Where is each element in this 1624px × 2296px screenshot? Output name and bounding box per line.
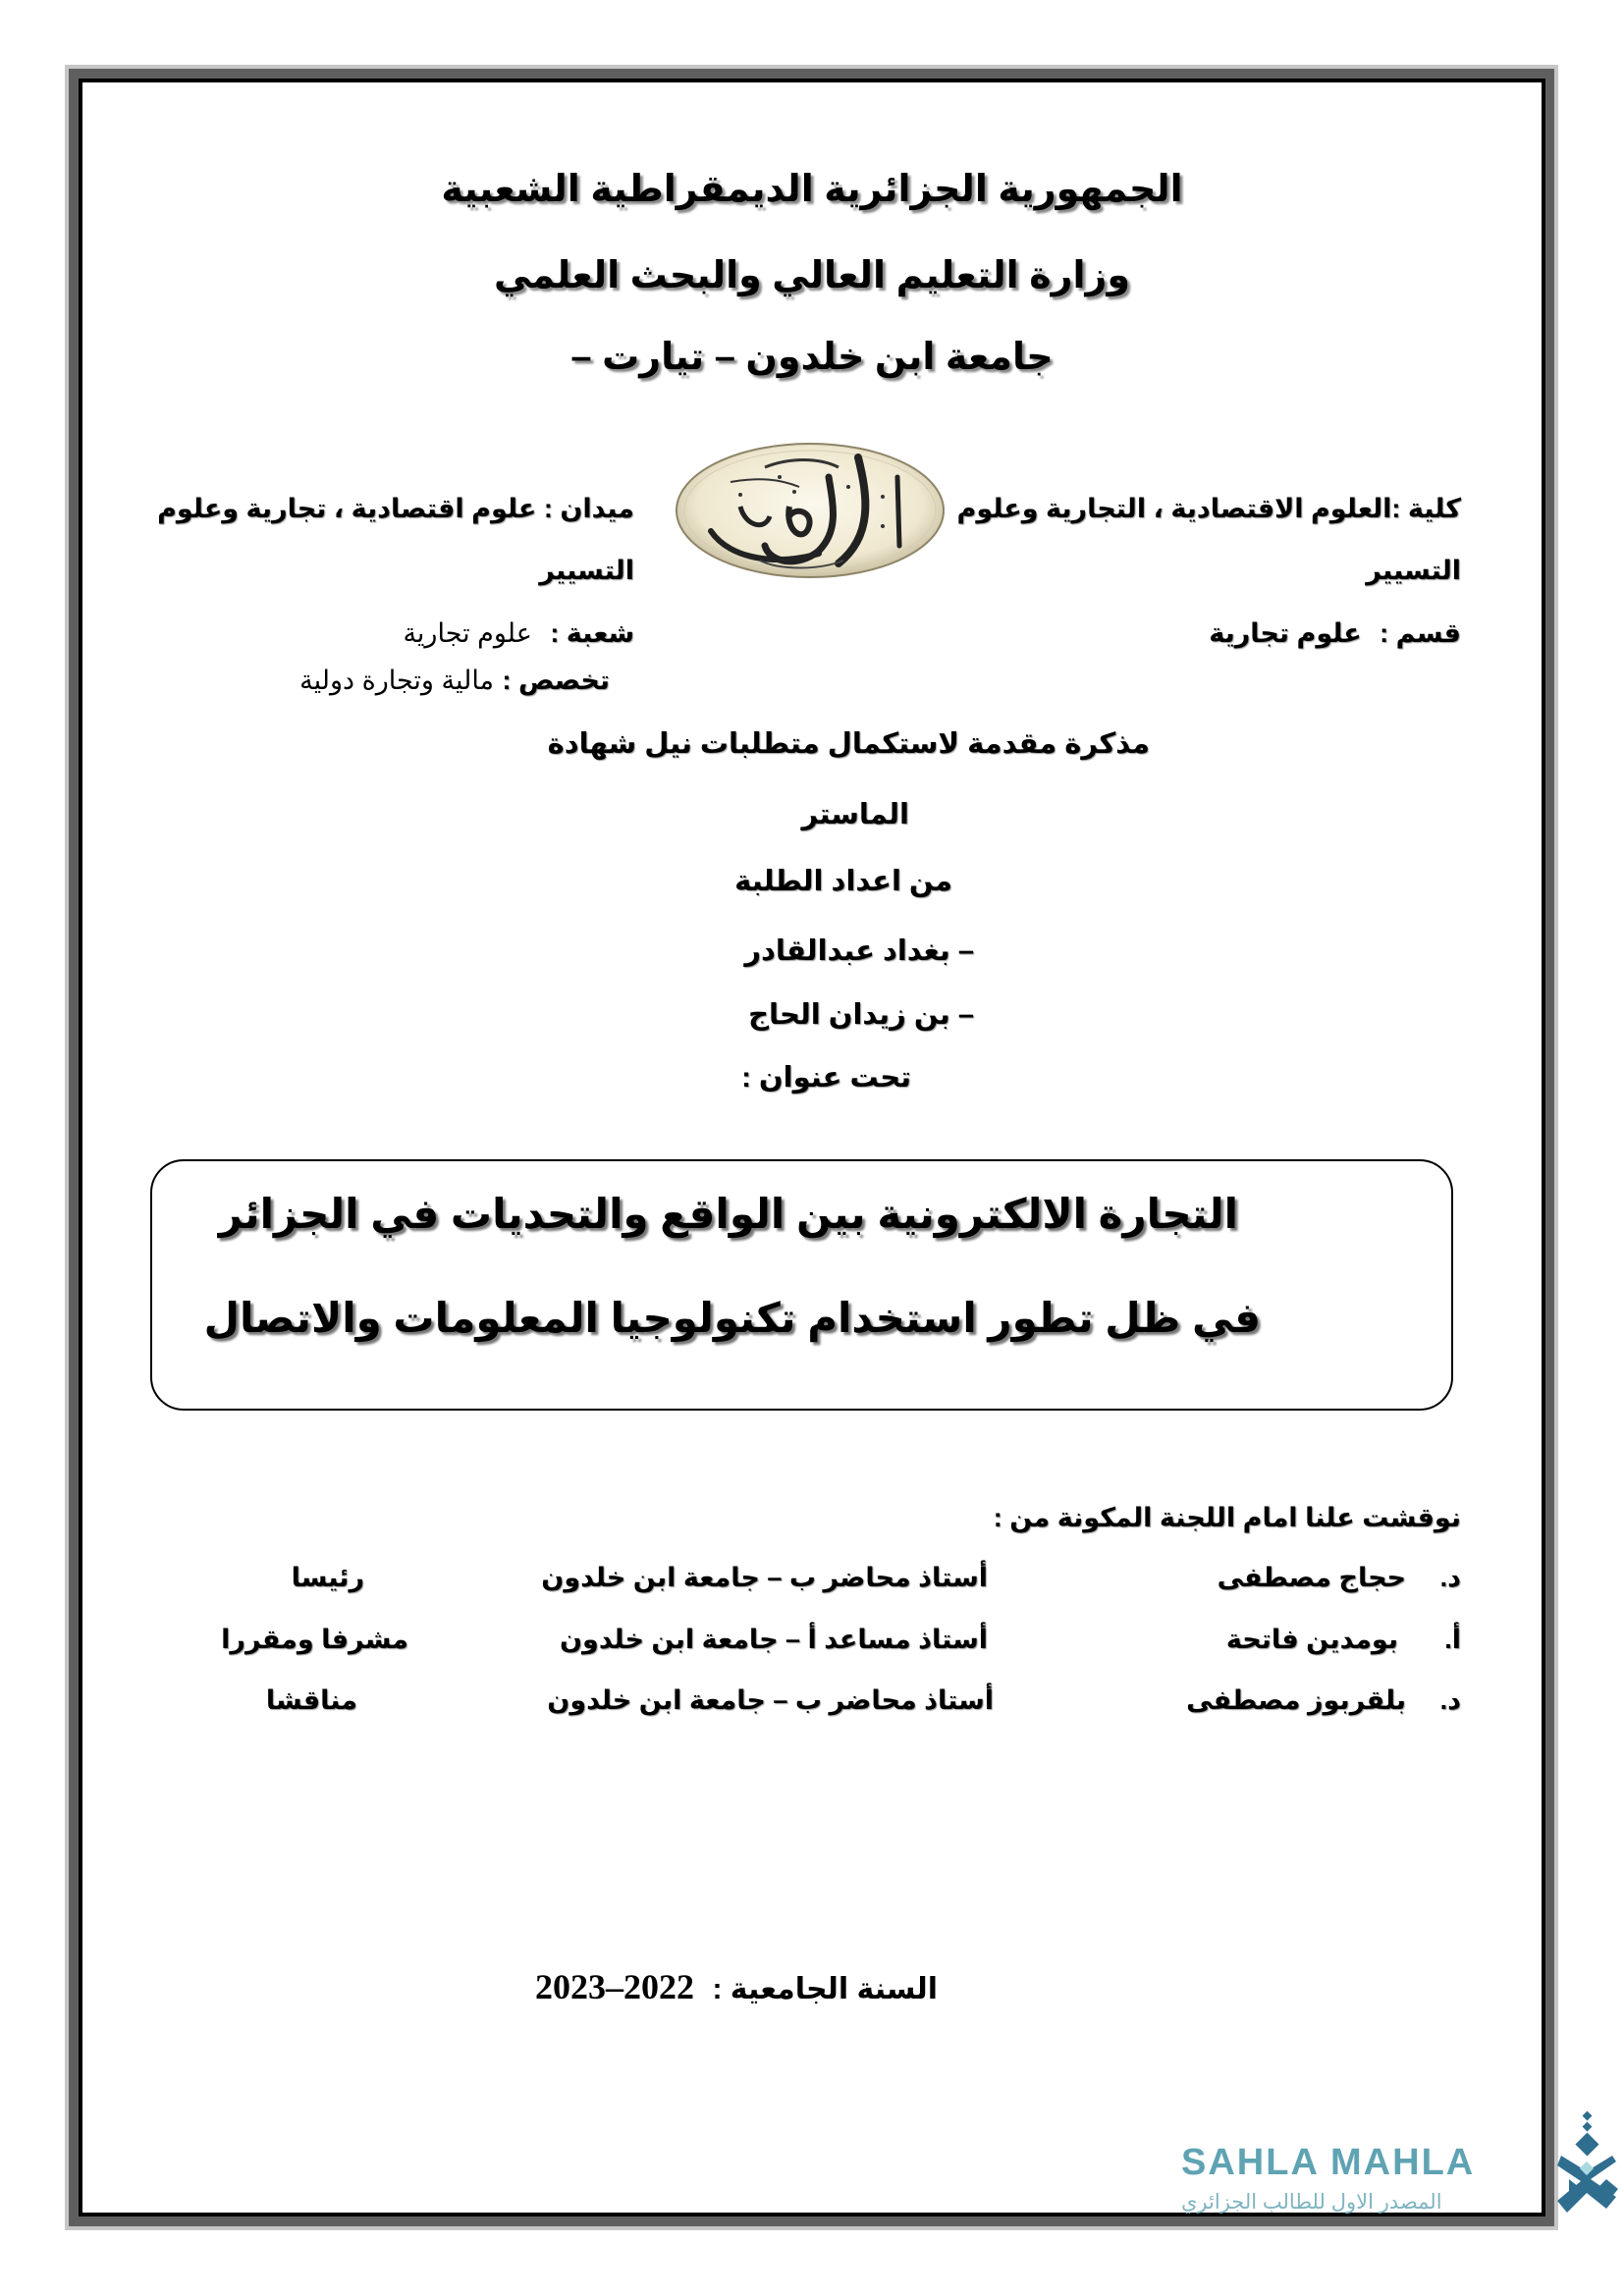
country-heading: الجمهورية الجزائرية الديمقراطية الشعبية: [441, 169, 1183, 210]
academic-year-label: السنة الجامعية :: [712, 1973, 939, 2005]
degree-text: الماستر: [801, 799, 909, 830]
jury-member-title: د.: [1439, 1685, 1461, 1715]
student-2: – بن زيدان الحاج: [748, 999, 974, 1031]
faculty-line2: التسيير: [1366, 556, 1461, 585]
university-emblem-icon: [672, 438, 948, 583]
jury-member-rank: أستاذ مساعد أ – جامعة ابن خلدون: [560, 1625, 988, 1654]
watermark-tagline: المصدر الاول للطالب الجزائري: [1181, 2191, 1442, 2214]
specialty-label: تخصص :: [502, 666, 610, 695]
faculty-line1: كلية :العلوم الاقتصادية ، التجارية وعلوم: [956, 494, 1461, 523]
jury-member-title: أ.: [1444, 1625, 1461, 1654]
jury-member-name: حجاج مصطفى: [1217, 1563, 1406, 1592]
department-value: علوم تجارية: [1209, 618, 1362, 648]
branch-value: علوم تجارية: [403, 618, 532, 648]
title-label: تحت عنوان :: [741, 1062, 911, 1094]
watermark-brand: SAHLA MAHLA: [1181, 2142, 1476, 2183]
jury-member-name: بومدين فاتحة: [1225, 1625, 1398, 1654]
thesis-title-line2: في ظل تطور استخدام تكنولوجيا المعلومات والاتصال: [203, 1295, 1261, 1341]
field-line1: ميدان : علوم اقتصادية ، تجارية وعلوم: [157, 494, 634, 523]
document-page: [82, 82, 1542, 2213]
department-row: [1209, 618, 1461, 649]
specialty-value: مالية وتجارة دولية: [299, 666, 495, 695]
jury-member-name: بلقربوز مصطفى: [1186, 1685, 1406, 1715]
jury-member-title: د.: [1439, 1563, 1461, 1592]
jury-member-role: رئيسا: [291, 1563, 364, 1592]
submitted-for-text: مذكرة مقدمة لاستكمال متطلبات نيل شهادة: [547, 728, 1150, 760]
prepared-by-label: من اعداد الطلبة: [734, 866, 952, 897]
jury-member-role: مشرفا ومقررا: [221, 1625, 408, 1654]
thesis-title-line1: التجارة الالكترونية بين الواقع والتحديات في الجزائر: [218, 1191, 1238, 1237]
branch-label: شعبة :: [550, 618, 634, 648]
academic-year-row: [535, 1966, 938, 2007]
jury-intro: نوقشت علنا امام اللجنة المكونة من :: [993, 1503, 1461, 1532]
jury-member-rank: أستاذ محاضر ب – جامعة ابن خلدون: [547, 1685, 994, 1715]
jury-member-rank: أستاذ محاضر ب – جامعة ابن خلدون: [541, 1563, 988, 1592]
sahla-mahla-logo-icon: [1551, 2110, 1624, 2218]
field-line2: التسيير: [539, 556, 634, 585]
branch-row: [403, 618, 634, 649]
university-heading: جامعة ابن خلدون – تيارت –: [570, 337, 1054, 378]
student-1: – بغداد عبدالقادر: [744, 935, 974, 967]
jury-member-role: مناقشا: [265, 1685, 357, 1715]
department-label: قسم :: [1380, 618, 1461, 648]
academic-year-value: 2023–2022: [535, 1967, 694, 2006]
ministry-heading: وزارة التعليم العالي والبحث العلمي: [493, 255, 1131, 296]
specialty-row: [299, 666, 610, 696]
